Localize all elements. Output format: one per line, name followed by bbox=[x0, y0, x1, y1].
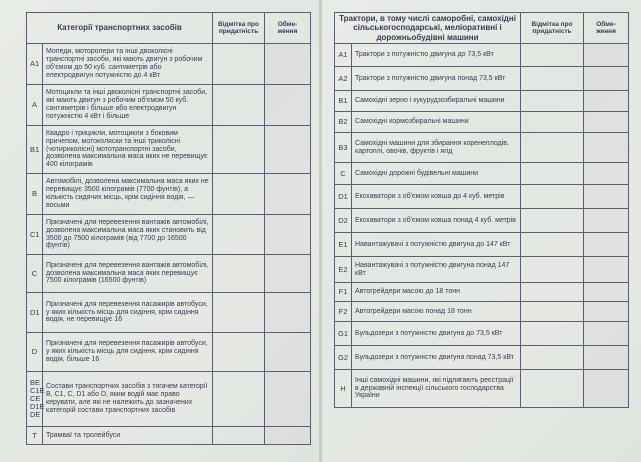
mark-header: Відмітка про придатність bbox=[213, 13, 265, 44]
mark-cell[interactable] bbox=[213, 126, 265, 174]
restriction-cell[interactable] bbox=[584, 257, 629, 283]
restriction-cell[interactable] bbox=[584, 67, 629, 91]
restriction-cell[interactable] bbox=[584, 233, 629, 257]
category-code: G2 bbox=[335, 346, 352, 370]
mark-cell[interactable] bbox=[521, 346, 584, 370]
category-description: Інші самохідні машини, які підлягають реєстрації в державній інспекції сільського господарства України bbox=[352, 370, 521, 408]
mark-cell[interactable] bbox=[213, 293, 265, 333]
category-code: C bbox=[335, 163, 352, 185]
category-header: Категорії транспортних засобів bbox=[27, 13, 213, 44]
category-code: G1 bbox=[335, 322, 352, 346]
mark-cell[interactable] bbox=[521, 185, 584, 209]
restriction-cell[interactable] bbox=[265, 126, 311, 174]
mark-cell[interactable] bbox=[521, 163, 584, 185]
category-header: Трактори, в тому числі саморобні, самохідні сільськогосподарські, меліоративні і дорожньобудівні машини bbox=[335, 13, 521, 44]
mark-cell[interactable] bbox=[213, 372, 265, 427]
category-code: D bbox=[27, 333, 43, 372]
category-description: Екскаватори з об'ємом ковша до 4 куб. метрів bbox=[352, 185, 521, 209]
tractor-category-table bbox=[334, 12, 629, 408]
mark-cell[interactable] bbox=[521, 322, 584, 346]
table-row bbox=[335, 209, 629, 233]
mark-cell[interactable] bbox=[213, 427, 265, 445]
restriction-cell[interactable] bbox=[584, 370, 629, 408]
category-code: D1 bbox=[335, 185, 352, 209]
table-row bbox=[27, 372, 311, 427]
category-description: Трамваї та тролейбуси bbox=[43, 427, 213, 445]
restriction-cell[interactable] bbox=[584, 209, 629, 233]
category-description: Самохідні зерно і кукурудзозбиральні машини bbox=[352, 91, 521, 112]
category-description: Состави транспортних засобів з тягачем категорії B, C1, C, D1 або D, яким водій має право керувати, але які не належить до зазначених категорій состави транспортних засобів bbox=[43, 372, 213, 427]
table-row bbox=[335, 133, 629, 163]
category-code: D2 bbox=[335, 209, 352, 233]
category-description: Призначені для перевезення пасажирів автобуси, у яких кількість місць для сидіння, крім сидіння водія, більше 16 bbox=[43, 333, 213, 372]
category-code: T bbox=[27, 427, 43, 445]
category-code: B1 bbox=[335, 91, 352, 112]
category-description: Екскаватори з об'ємом ковша понад 4 куб. метрів bbox=[352, 209, 521, 233]
table-row bbox=[27, 174, 311, 215]
category-description: Самохідні машини для збирання коренеплодів, картоплі, овочів, фруктів і ягід bbox=[352, 133, 521, 163]
category-description: Призначені для перевезення пасажирів автобуси, у яких кількість місць для сидіння, крім сидіння водія, не перевищує 16 bbox=[43, 293, 213, 333]
table-row bbox=[335, 112, 629, 133]
restriction-header: Обме-ження bbox=[265, 13, 311, 44]
category-code: F1 bbox=[335, 283, 352, 302]
mark-cell[interactable] bbox=[521, 257, 584, 283]
category-description: Трактори з потужністю двигуна понад 73,5 кВт bbox=[352, 67, 521, 91]
mark-cell[interactable] bbox=[521, 91, 584, 112]
table-row bbox=[27, 293, 311, 333]
category-description: Навантажувачі з потужністю двигуна понад 147 кВт bbox=[352, 257, 521, 283]
category-code: F2 bbox=[335, 302, 352, 322]
category-description: Автогрейдери масою понад 18 тонн bbox=[352, 302, 521, 322]
table-row bbox=[335, 44, 629, 67]
restriction-cell[interactable] bbox=[584, 346, 629, 370]
restriction-cell[interactable] bbox=[584, 185, 629, 209]
category-description: Автомобілі, дозволена максимальна маса яких не перевищує 3500 кілограмів (7700 фунтів), а кількість сидячих місць, крім сидіння водія, — восьми bbox=[43, 174, 213, 215]
table-header-row bbox=[27, 13, 311, 44]
table-row bbox=[335, 283, 629, 302]
category-description: Мотоцикли та інші двоколісні транспортні засоби, які мають двигун з робочим об'ємом 50 куб. сантиметрів і більше або електродвигун потужністю 4 кВт і більше bbox=[43, 85, 213, 126]
mark-cell[interactable] bbox=[521, 302, 584, 322]
mark-cell[interactable] bbox=[521, 209, 584, 233]
table-row bbox=[335, 257, 629, 283]
restriction-cell[interactable] bbox=[265, 174, 311, 215]
table-row bbox=[335, 67, 629, 91]
table-row bbox=[27, 255, 311, 293]
mark-cell[interactable] bbox=[213, 255, 265, 293]
mark-cell[interactable] bbox=[521, 370, 584, 408]
restriction-cell[interactable] bbox=[265, 44, 311, 85]
table-row bbox=[335, 302, 629, 322]
table-row bbox=[335, 322, 629, 346]
restriction-cell[interactable] bbox=[584, 283, 629, 302]
mark-cell[interactable] bbox=[521, 133, 584, 163]
table-row bbox=[27, 333, 311, 372]
table-row bbox=[27, 215, 311, 255]
category-code: A1 bbox=[335, 44, 352, 67]
restriction-cell[interactable] bbox=[584, 163, 629, 185]
category-description: Бульдозери з потужністю двигуна понад 73,5 кВт bbox=[352, 346, 521, 370]
mark-cell[interactable] bbox=[521, 112, 584, 133]
restriction-cell[interactable] bbox=[265, 85, 311, 126]
category-description: Призначені для перевезення вантажів автомобілі, дозволена максимальна маса яких перевищує 7500 кілограмів (16500 фунтів) bbox=[43, 255, 213, 293]
category-code: A2 bbox=[335, 67, 352, 91]
mark-cell[interactable] bbox=[213, 215, 265, 255]
category-description: Бульдозери з потужністю двигуна до 73,5 кВт bbox=[352, 322, 521, 346]
category-code: C1 bbox=[27, 215, 43, 255]
restriction-cell[interactable] bbox=[265, 255, 311, 293]
category-code: B1 bbox=[27, 126, 43, 174]
restriction-cell[interactable] bbox=[265, 372, 311, 427]
table-row bbox=[335, 185, 629, 209]
category-code: E2 bbox=[335, 257, 352, 283]
left-page bbox=[0, 0, 319, 462]
category-description: Призначені для перевезення вантажів автомобілі, дозволена максимальна маса яких становить від 3500 до 7500 кілограмів (від 7700 до 16500 фунтів) bbox=[43, 215, 213, 255]
category-code: A bbox=[27, 85, 43, 126]
restriction-header: Обме-ження bbox=[584, 13, 629, 44]
category-description: Автогрейдери масою до 18 тонн bbox=[352, 283, 521, 302]
mark-cell[interactable] bbox=[213, 174, 265, 215]
mark-cell[interactable] bbox=[213, 85, 265, 126]
category-code: B bbox=[27, 174, 43, 215]
table-row bbox=[335, 370, 629, 408]
restriction-cell[interactable] bbox=[584, 322, 629, 346]
table-row bbox=[27, 427, 311, 445]
table-header-row bbox=[335, 13, 629, 44]
category-code: BE C1E CE D1E DE bbox=[27, 372, 43, 427]
restriction-cell[interactable] bbox=[584, 133, 629, 163]
mark-header: Відмітка про придатність bbox=[521, 13, 584, 44]
mark-cell[interactable] bbox=[521, 44, 584, 67]
category-description: Мопеди, моторолери та інші двоколісні транспортні засоби, які мають двигун з робочим об'ємом до 50 куб. сантиметрів або електродвигун потужністю до 4 кВт bbox=[43, 44, 213, 85]
table-row bbox=[335, 91, 629, 112]
category-description: Трактори з потужністю двигуна до 73,5 кВт bbox=[352, 44, 521, 67]
restriction-cell[interactable] bbox=[265, 293, 311, 333]
table-row bbox=[27, 44, 311, 85]
category-description: Самохідні дорожні будівельні машини bbox=[352, 163, 521, 185]
restriction-cell[interactable] bbox=[265, 427, 311, 445]
category-code: E1 bbox=[335, 233, 352, 257]
restriction-cell[interactable] bbox=[265, 215, 311, 255]
category-description: Самохідні кормозбиральні машини bbox=[352, 112, 521, 133]
restriction-cell[interactable] bbox=[584, 112, 629, 133]
restriction-cell[interactable] bbox=[584, 302, 629, 322]
category-code: B3 bbox=[335, 133, 352, 163]
category-code: H bbox=[335, 370, 352, 408]
mark-cell[interactable] bbox=[521, 67, 584, 91]
category-description: Навантажувачі з потужністю двигуна до 147 кВт bbox=[352, 233, 521, 257]
restriction-cell[interactable] bbox=[584, 91, 629, 112]
table-row bbox=[335, 346, 629, 370]
table-row bbox=[335, 163, 629, 185]
mark-cell[interactable] bbox=[521, 233, 584, 257]
category-code: C bbox=[27, 255, 43, 293]
category-code: A1 bbox=[27, 44, 43, 85]
table-row bbox=[27, 126, 311, 174]
mark-cell[interactable] bbox=[521, 283, 584, 302]
category-code: B2 bbox=[335, 112, 352, 133]
mark-cell[interactable] bbox=[213, 333, 265, 372]
category-code: D1 bbox=[27, 293, 43, 333]
table-row bbox=[335, 233, 629, 257]
right-page bbox=[322, 0, 641, 462]
category-description: Квадро і трицикли, мотоцикли з боковим причепом, мотоколяски та інші триколісні (чотириколісні) мототранспортні засоби, дозволена максимальна маса яких не перевищує 400 кілограмів bbox=[43, 126, 213, 174]
mark-cell[interactable] bbox=[213, 44, 265, 85]
restriction-cell[interactable] bbox=[265, 333, 311, 372]
restriction-cell[interactable] bbox=[584, 44, 629, 67]
table-row bbox=[27, 85, 311, 126]
vehicle-category-table bbox=[26, 12, 311, 445]
